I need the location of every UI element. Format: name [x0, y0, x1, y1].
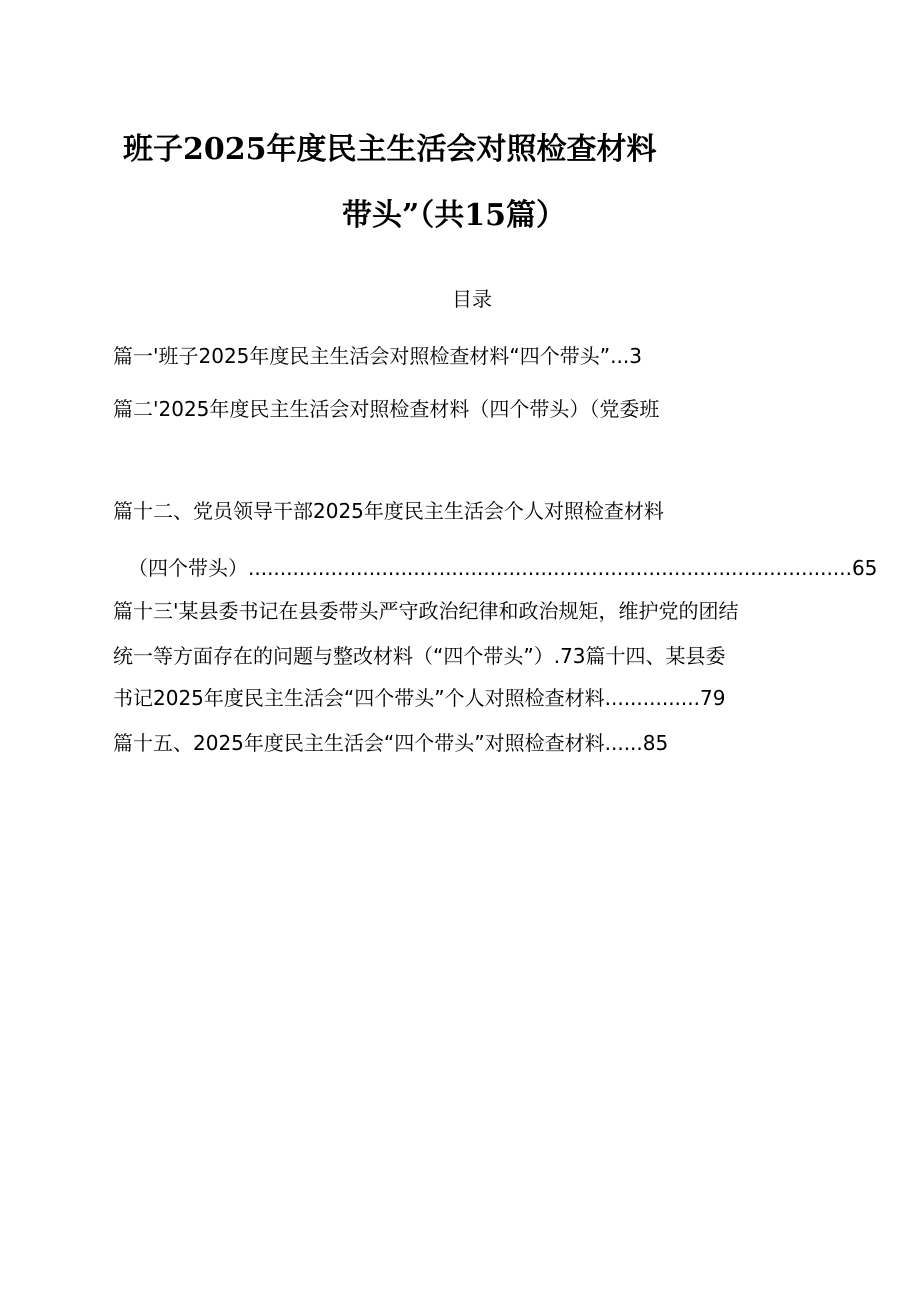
- toc-entry-continuation[interactable]: 书记2025年度民主生活会“四个带头”个人对照检查材料...............79: [113, 686, 726, 710]
- toc-entry[interactable]: 篇二'2025年度民主生活会对照检查材料（四个带头）（党委班: [113, 397, 660, 421]
- toc-entry-continuation[interactable]: 统一等方面存在的问题与整改材料（“四个带头”）.73篇十四、某县委: [113, 644, 726, 668]
- toc-heading: 目录: [452, 287, 492, 311]
- document-title-line-1: 班子2025年度民主生活会对照检查材料: [123, 132, 657, 167]
- toc-entry[interactable]: 篇十五、2025年度民主生活会“四个带头”对照检查材料......85: [113, 731, 669, 755]
- toc-entry-continuation[interactable]: （四个带头）...............................................................................................65: [128, 556, 878, 580]
- document-title-line-2: 带头”（共15篇）: [342, 198, 567, 233]
- toc-entry[interactable]: 篇十三'某县委书记在县委带头严守政治纪律和政治规矩，维护党的团结: [113, 599, 739, 623]
- toc-entry[interactable]: 篇一'班子2025年度民主生活会对照检查材料“四个带头”...3: [113, 344, 642, 368]
- toc-entry[interactable]: 篇十二、党员领导干部2025年度民主生活会个人对照检查材料: [113, 499, 664, 523]
